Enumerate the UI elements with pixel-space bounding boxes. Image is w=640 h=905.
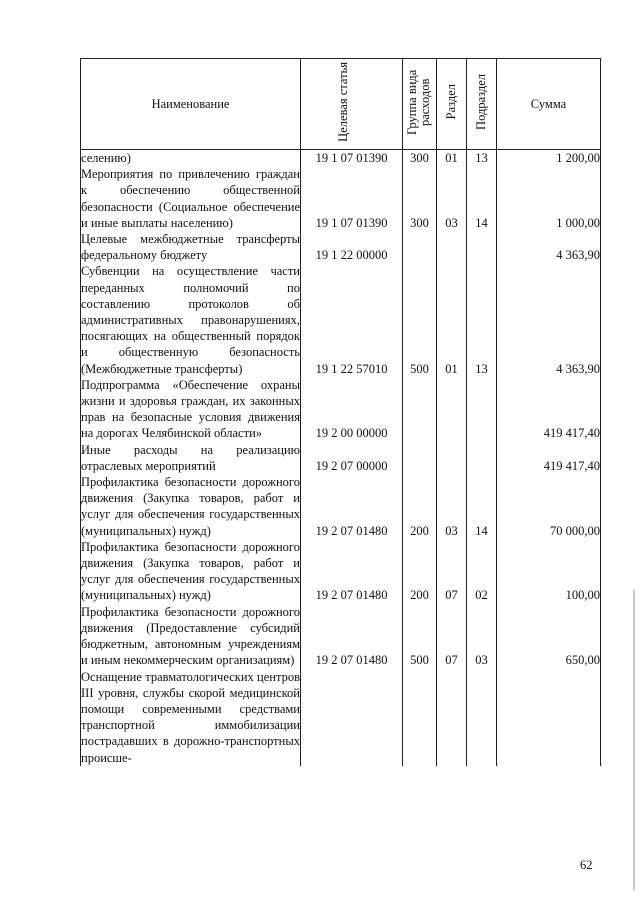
cell-group: 200 [403, 539, 437, 604]
cell-name: Профилактика безопасности дорожного движения (Закупка товаров, работ и услуг для обеспечения государственных (муниципальных) нужд) [81, 475, 300, 538]
cell-name: Целевые межбюджетные трансферты федеральному бюджету [81, 232, 300, 263]
header-target [301, 59, 403, 150]
header-section [437, 59, 467, 150]
cell-subsection [467, 669, 497, 766]
cell-name: Иные расходы на реализацию отраслевых мероприятий [81, 442, 300, 473]
cell-group [403, 669, 437, 766]
cell-group [403, 231, 437, 263]
cell-sum: 650,00 [497, 604, 601, 669]
table-row [81, 442, 601, 474]
cell-name: селению) [81, 150, 301, 167]
cell-subsection: 13 [467, 263, 497, 376]
budget-table [80, 58, 601, 766]
cell-target: 19 2 07 00000 [301, 442, 403, 474]
cell-name: Мероприятия по привлечению граждан к обеспечению общественной безопасности (Социальное обеспечение и иные выплаты населению) [81, 167, 300, 230]
cell-subsection [467, 442, 497, 474]
cell-section: 07 [437, 604, 467, 669]
cell-name: Подпрограмма «Обеспечение охраны жизни и здоровья граждан, их законных прав на безопасные условия движения на дорогах Челябинской области» [81, 377, 300, 441]
header-group [403, 59, 437, 150]
cell-name: Профилактика безопасности дорожного движения (Предоставление субсидий бюджетным, автономным учреждениям и иным некоммерческим организациям) [81, 604, 300, 668]
cell-target: 19 1 22 57010 [301, 263, 403, 376]
header-name: Наименование [81, 59, 301, 150]
header-target-label: Целевая статья [335, 62, 350, 142]
cell-sum: 419 417,40 [497, 377, 601, 442]
cell-group [403, 442, 437, 474]
cell-sum: 419 417,40 [497, 442, 601, 474]
header-subsection-label: Подраздел [474, 74, 488, 130]
cell-sum: 70 000,00 [497, 474, 601, 539]
cell-target: 19 1 07 01390 [301, 166, 403, 231]
cell-target: 19 2 07 01480 [301, 474, 403, 539]
cell-sum: 4 363,90 [497, 263, 601, 376]
table-row [81, 150, 601, 167]
header-section-label: Раздел [444, 84, 458, 120]
table-row [81, 604, 601, 669]
cell-name: Профилактика безопасности дорожного движения (Закупка товаров, работ и услуг для обеспечения государственных (муниципальных) нужд) [81, 539, 300, 603]
cell-target: 19 2 07 01480 [301, 604, 403, 669]
cell-target: 19 2 07 01480 [301, 539, 403, 604]
cell-group: 500 [403, 604, 437, 669]
header-subsection [467, 59, 497, 150]
cell-section: 03 [437, 474, 467, 539]
cell-target: 19 1 07 01390 [301, 150, 403, 167]
cell-subsection [467, 231, 497, 263]
cell-subsection: 03 [467, 604, 497, 669]
cell-name: Субвенции на осуществление части переданных полномочий по составлению протоколов об административных правонарушениях, посягающих на общественный порядок и общественную безопасность (Межбюджетные трансферты) [81, 264, 300, 376]
cell-group: 300 [403, 150, 437, 167]
cell-section [437, 669, 467, 766]
header-group-label: Группа вида расходов [404, 69, 432, 135]
cell-group: 500 [403, 263, 437, 376]
cell-section: 01 [437, 150, 467, 167]
table-header-row [81, 59, 601, 150]
cell-sum: 1 000,00 [497, 166, 601, 231]
table-row [81, 166, 601, 231]
cell-group: 300 [403, 166, 437, 231]
cell-group: 200 [403, 474, 437, 539]
table-body [81, 150, 601, 766]
cell-target [301, 669, 403, 766]
cell-section [437, 377, 467, 442]
cell-section [437, 231, 467, 263]
cell-subsection [467, 377, 497, 442]
cell-subsection: 14 [467, 474, 497, 539]
cell-target: 19 1 22 00000 [301, 231, 403, 263]
table-row [81, 539, 601, 604]
cell-sum: 100,00 [497, 539, 601, 604]
cell-section: 03 [437, 166, 467, 231]
cell-target: 19 2 00 00000 [301, 377, 403, 442]
table-row [81, 263, 601, 376]
cell-section: 07 [437, 539, 467, 604]
cell-sum [497, 669, 601, 766]
table-row [81, 474, 601, 539]
cell-name: Оснащение травматологических центров III уровня, службы скорой медицинской помощи современными средствами транспортной иммобилизации пострадавших в дорожно-транспортных происше- [81, 669, 300, 765]
header-sum: Сумма [497, 59, 601, 150]
cell-subsection: 14 [467, 166, 497, 231]
cell-section: 01 [437, 263, 467, 376]
table-row [81, 669, 601, 766]
cell-sum: 4 363,90 [497, 231, 601, 263]
table-row [81, 231, 601, 263]
page-number: 62 [580, 858, 593, 872]
table-row [81, 377, 601, 442]
cell-subsection: 02 [467, 539, 497, 604]
cell-sum: 1 200,00 [497, 150, 601, 167]
cell-subsection: 13 [467, 150, 497, 167]
scan-edge-mark [633, 590, 635, 890]
cell-section [437, 442, 467, 474]
cell-group [403, 377, 437, 442]
